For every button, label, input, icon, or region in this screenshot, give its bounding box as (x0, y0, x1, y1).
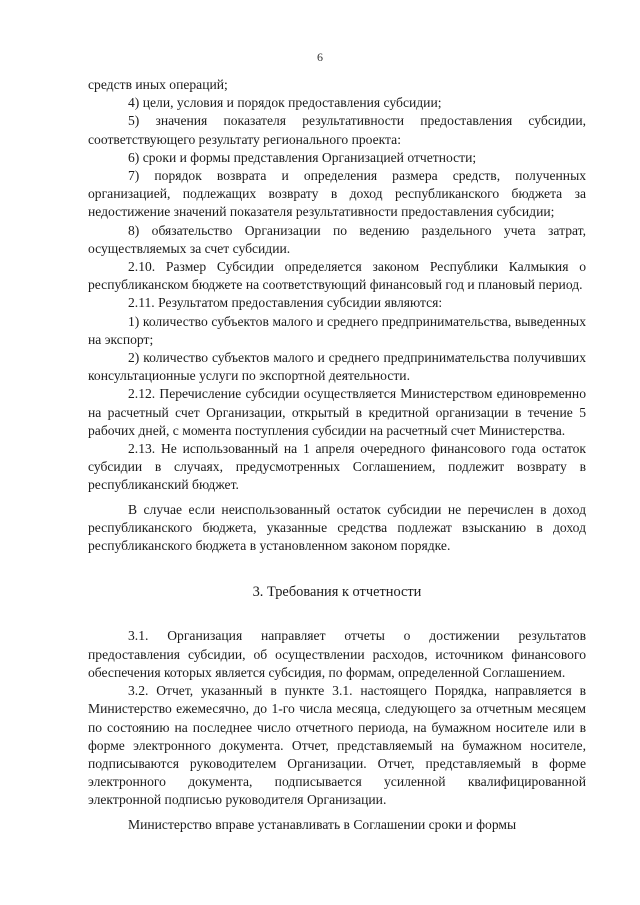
paragraph: 7) порядок возврата и определения размера средств, полученных организацией, подлежащих возврату в доход республиканского бюджета за недостижение значений показателя результативности предоставления субсидии; (88, 168, 586, 220)
paragraph: 2.11. Результатом предоставления субсидии являются: (128, 295, 443, 311)
page-number: 6 (317, 50, 323, 64)
paragraph: В случае если неиспользованный остаток субсидии не перечислен в доход республиканского бюджета, указанные средства подлежат взысканию в доход республиканского бюджета в установленном законом порядке. (88, 501, 586, 554)
paragraph: 8) обязательство Организации по ведению раздельного учета затрат, осуществляемых за счет субсидии. (88, 222, 586, 256)
paragraph: 5) значения показателя результативности предоставления субсидии, соответствующего результату регионального проекта: (88, 113, 586, 147)
paragraph: 4) цели, условия и порядок предоставления субсидии; (128, 95, 442, 111)
paragraph: 2.10. Размер Субсидии определяется законом Республики Калмыкия о республиканском бюджете на соответствующий финансовый год и плановый период. (88, 259, 586, 293)
paragraph: 3.1. Организация направляет отчеты о достижении результатов предоставления субсидии, об осуществлении расходов, источником финансового обеспечения которых является субсидия, по формам, определенной Соглашением. (88, 628, 586, 680)
paragraph: средств иных операций; (88, 77, 228, 92)
paragraph: 3.2. Отчет, указанный в пункте 3.1. настоящего Порядка, направляется в Министерство ежемесячно, до 1-го числа месяца, следующего за отчетным месяцем по состоянию на последнее число отчетного периода, на бумажном носителе или в форме электронного документа. Отчет, представляемый на бумажном носителе, подписываются руководителем Организации. Отчет, представляемый в форме электронного документа, подписывается усиленной квалифицированной электронной подписью руководителя Организации. (88, 683, 586, 808)
document-body (88, 76, 586, 834)
paragraph: 1) количество субъектов малого и среднего предпринимательства, выведенных на экспорт; (88, 313, 586, 347)
paragraph: 2) количество субъектов малого и среднего предпринимательства получивших консультационные услуги по экспортной деятельности. (88, 350, 586, 384)
paragraph: Министерство вправе устанавливать в Соглашении сроки и формы (128, 816, 517, 832)
paragraph: 2.13. Не использованный на 1 апреля очередного финансового года остаток субсидии в случаях, предусмотренных Соглашением, подлежит возврату в республиканский бюджет. (88, 441, 586, 493)
paragraph: 6) сроки и формы представления Организацией отчетности; (128, 149, 477, 165)
paragraph: 2.12. Перечисление субсидии осуществляется Министерством единовременно на расчетный счет Организации, открытый в кредитной организации в течение 5 рабочих дней, с момента поступления субсидии на расчетный счет Министерства. (88, 386, 586, 438)
section-heading: 3. Требования к отчетности (252, 584, 422, 601)
